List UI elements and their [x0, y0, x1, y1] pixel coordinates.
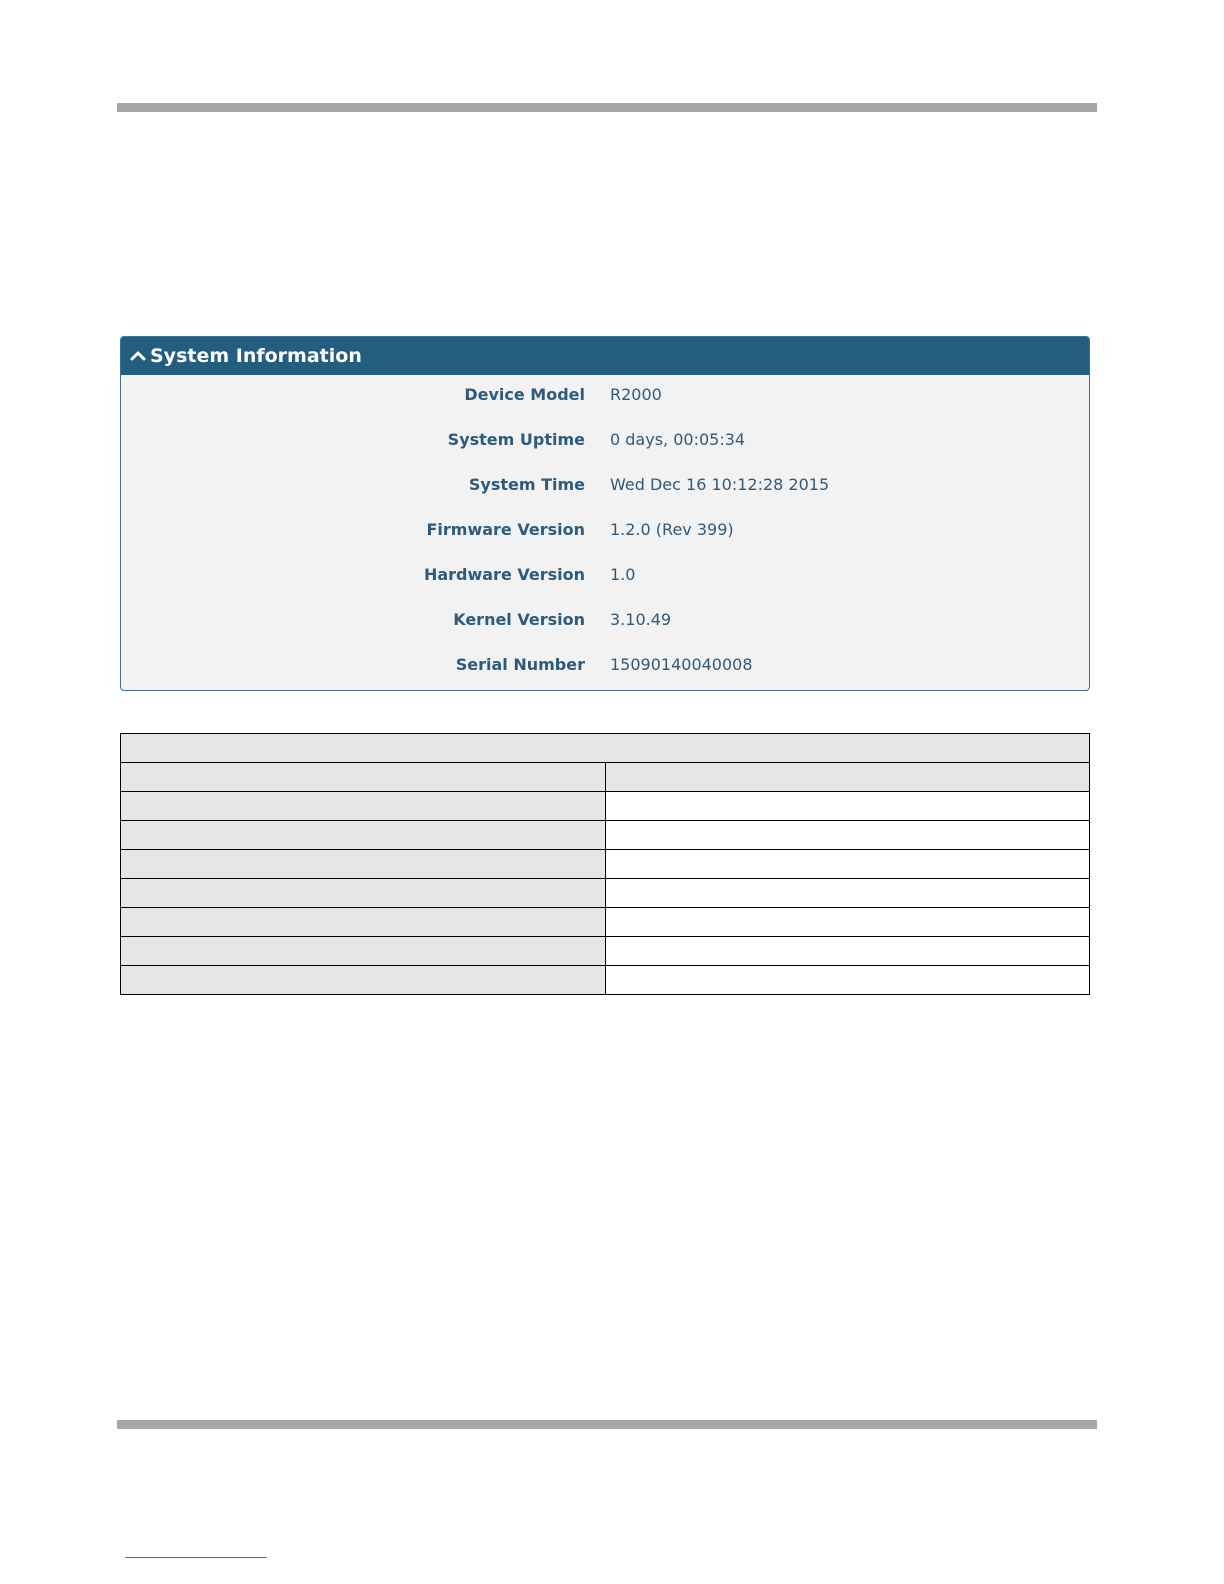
chevron-up-icon[interactable]: [129, 347, 147, 365]
description-table: [120, 733, 1090, 995]
table-cell: [121, 792, 606, 821]
table-cell: [605, 792, 1090, 821]
system-information-panel: [120, 336, 1090, 691]
table-cell: [121, 821, 606, 850]
info-row-firmware-version: [121, 520, 1089, 544]
info-value: 15090140040008: [610, 655, 753, 674]
info-label: Serial Number: [455, 655, 585, 674]
info-label: Device Model: [464, 385, 585, 404]
panel-header[interactable]: [121, 337, 1089, 375]
panel-title: System Information: [150, 345, 362, 367]
info-row-system-uptime: [121, 430, 1089, 454]
table-cell: [605, 850, 1090, 879]
info-label: Firmware Version: [426, 520, 585, 539]
table-cell: [121, 937, 606, 966]
info-value: 0 days, 00:05:34: [610, 430, 746, 449]
table-header-row: [121, 763, 1090, 792]
info-row-device-model: [121, 385, 1089, 409]
header-rule: [117, 103, 1097, 112]
table-row: [121, 937, 1090, 966]
table-cell: [121, 850, 606, 879]
info-value: R2000: [610, 385, 662, 404]
footer-link-underline[interactable]: [125, 1557, 267, 1558]
table-cell: [121, 763, 606, 792]
table-title-row: [121, 734, 1090, 763]
info-row-hardware-version: [121, 565, 1089, 589]
table-row: [121, 821, 1090, 850]
table-row: [121, 879, 1090, 908]
info-value: 1.0: [610, 565, 636, 584]
table-cell: [605, 908, 1090, 937]
info-label: System Time: [468, 475, 585, 494]
info-value: 3.10.49: [610, 610, 672, 629]
info-value: Wed Dec 16 10:12:28 2015: [610, 475, 830, 494]
table-cell: [605, 966, 1090, 995]
table-cell: [121, 734, 1090, 763]
table-cell: [121, 908, 606, 937]
table-cell: [605, 821, 1090, 850]
info-value: 1.2.0 (Rev 399): [610, 520, 734, 539]
info-row-system-time: [121, 475, 1089, 499]
table-row: [121, 908, 1090, 937]
info-label: Hardware Version: [423, 565, 585, 584]
table-cell: [121, 966, 606, 995]
table-cell: [605, 763, 1090, 792]
table-cell: [121, 879, 606, 908]
table-cell: [605, 937, 1090, 966]
table-row: [121, 792, 1090, 821]
table-row: [121, 850, 1090, 879]
table-cell: [605, 879, 1090, 908]
footer-rule: [117, 1420, 1097, 1429]
info-label: System Uptime: [447, 430, 585, 449]
info-label: Kernel Version: [453, 610, 585, 629]
info-row-kernel-version: [121, 610, 1089, 634]
info-row-serial-number: [121, 655, 1089, 679]
table-row: [121, 966, 1090, 995]
